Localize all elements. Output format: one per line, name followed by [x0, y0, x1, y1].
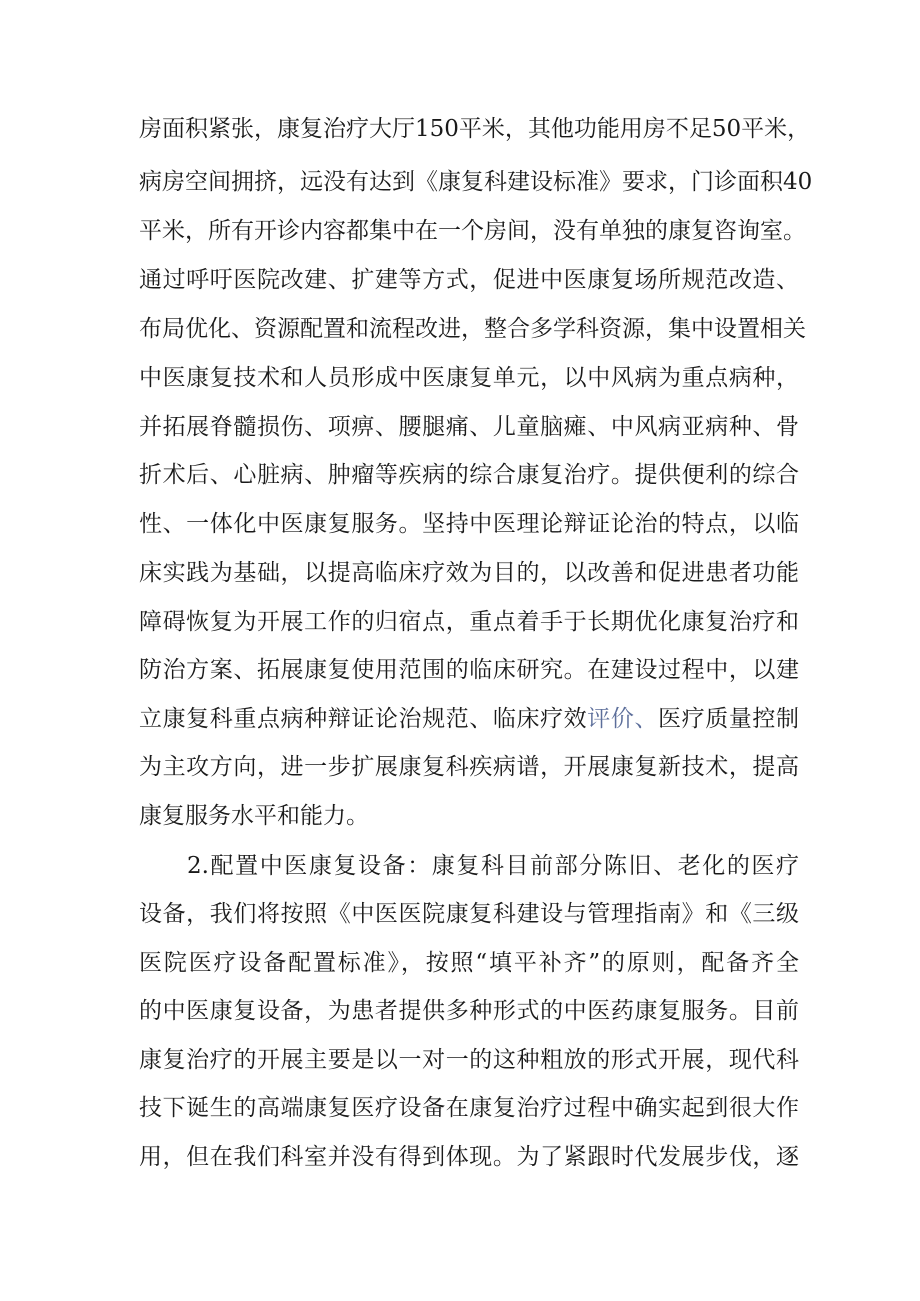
paragraph-heading-line: 2.配置中医康复设备：康复科目前部分陈旧、老化的医疗: [187, 853, 799, 879]
text-line: 床实践为基础，以提高临床疗效为目的，以改善和促进患者功能: [139, 560, 799, 586]
text-line: 房面积紧张，康复治疗大厅150平米，其他功能用房不足50平米，: [139, 116, 811, 142]
text-segment: 立康复科重点病种辩证论治规范、临床疗效: [139, 706, 588, 732]
text-line: 防治方案、拓展康复使用范围的临床研究。在建设过程中，以建: [139, 657, 799, 683]
text-line: 医院医疗设备配置标准》，按照“填平补齐”的原则，配备齐全: [139, 950, 799, 976]
text-line: 的中医康复设备，为患者提供多种形式的中医药康复服务。目前: [139, 998, 799, 1024]
text-line: 病房空间拥挤，远没有达到《康复科建设标准》要求，门诊面积40: [139, 169, 813, 195]
text-line: 为主攻方向，进一步扩展康复科疾病谱，开展康复新技术，提高: [139, 754, 799, 780]
text-line: 性、一体化中医康复服务。坚持中医理论辩证论治的特点，以临: [139, 511, 799, 537]
text-line: 平米，所有开诊内容都集中在一个房间，没有单独的康复咨询室。: [139, 218, 806, 244]
text-line: 设备，我们将按照《中医医院康复科建设与管理指南》和《三级: [139, 901, 799, 927]
text-line: 通过呼吁医院改建、扩建等方式，促进中医康复场所规范改造、: [139, 267, 799, 293]
text-line: 用，但在我们科室并没有得到体现。为了紧跟时代发展步伐，逐: [139, 1144, 799, 1170]
text-segment: 医疗质量控制: [658, 706, 800, 732]
text-line: 并拓展脊髓损伤、项痹、腰腿痛、儿童脑瘫、中风病亚病种、骨: [139, 414, 799, 440]
text-line: 康复服务水平和能力。: [139, 803, 369, 829]
text-line: 中医康复技术和人员形成中医康复单元，以中风病为重点病种，: [139, 365, 799, 391]
text-line: 技下诞生的高端康复医疗设备在康复治疗过程中确实起到很大作: [139, 1095, 799, 1121]
text-line: 障碍恢复为开展工作的归宿点，重点着手于长期优化康复治疗和: [139, 609, 799, 635]
highlighted-text: 评价、: [587, 706, 659, 732]
text-line: 布局优化、资源配置和流程改进，整合多学科资源，集中设置相关: [139, 316, 806, 342]
text-line: 康复治疗的开展主要是以一对一的这种粗放的形式开展，现代科: [139, 1047, 799, 1073]
text-line-with-highlight: [139, 699, 799, 739]
text-line: 折术后、心脏病、肿瘤等疾病的综合康复治疗。提供便利的综合: [139, 462, 799, 488]
